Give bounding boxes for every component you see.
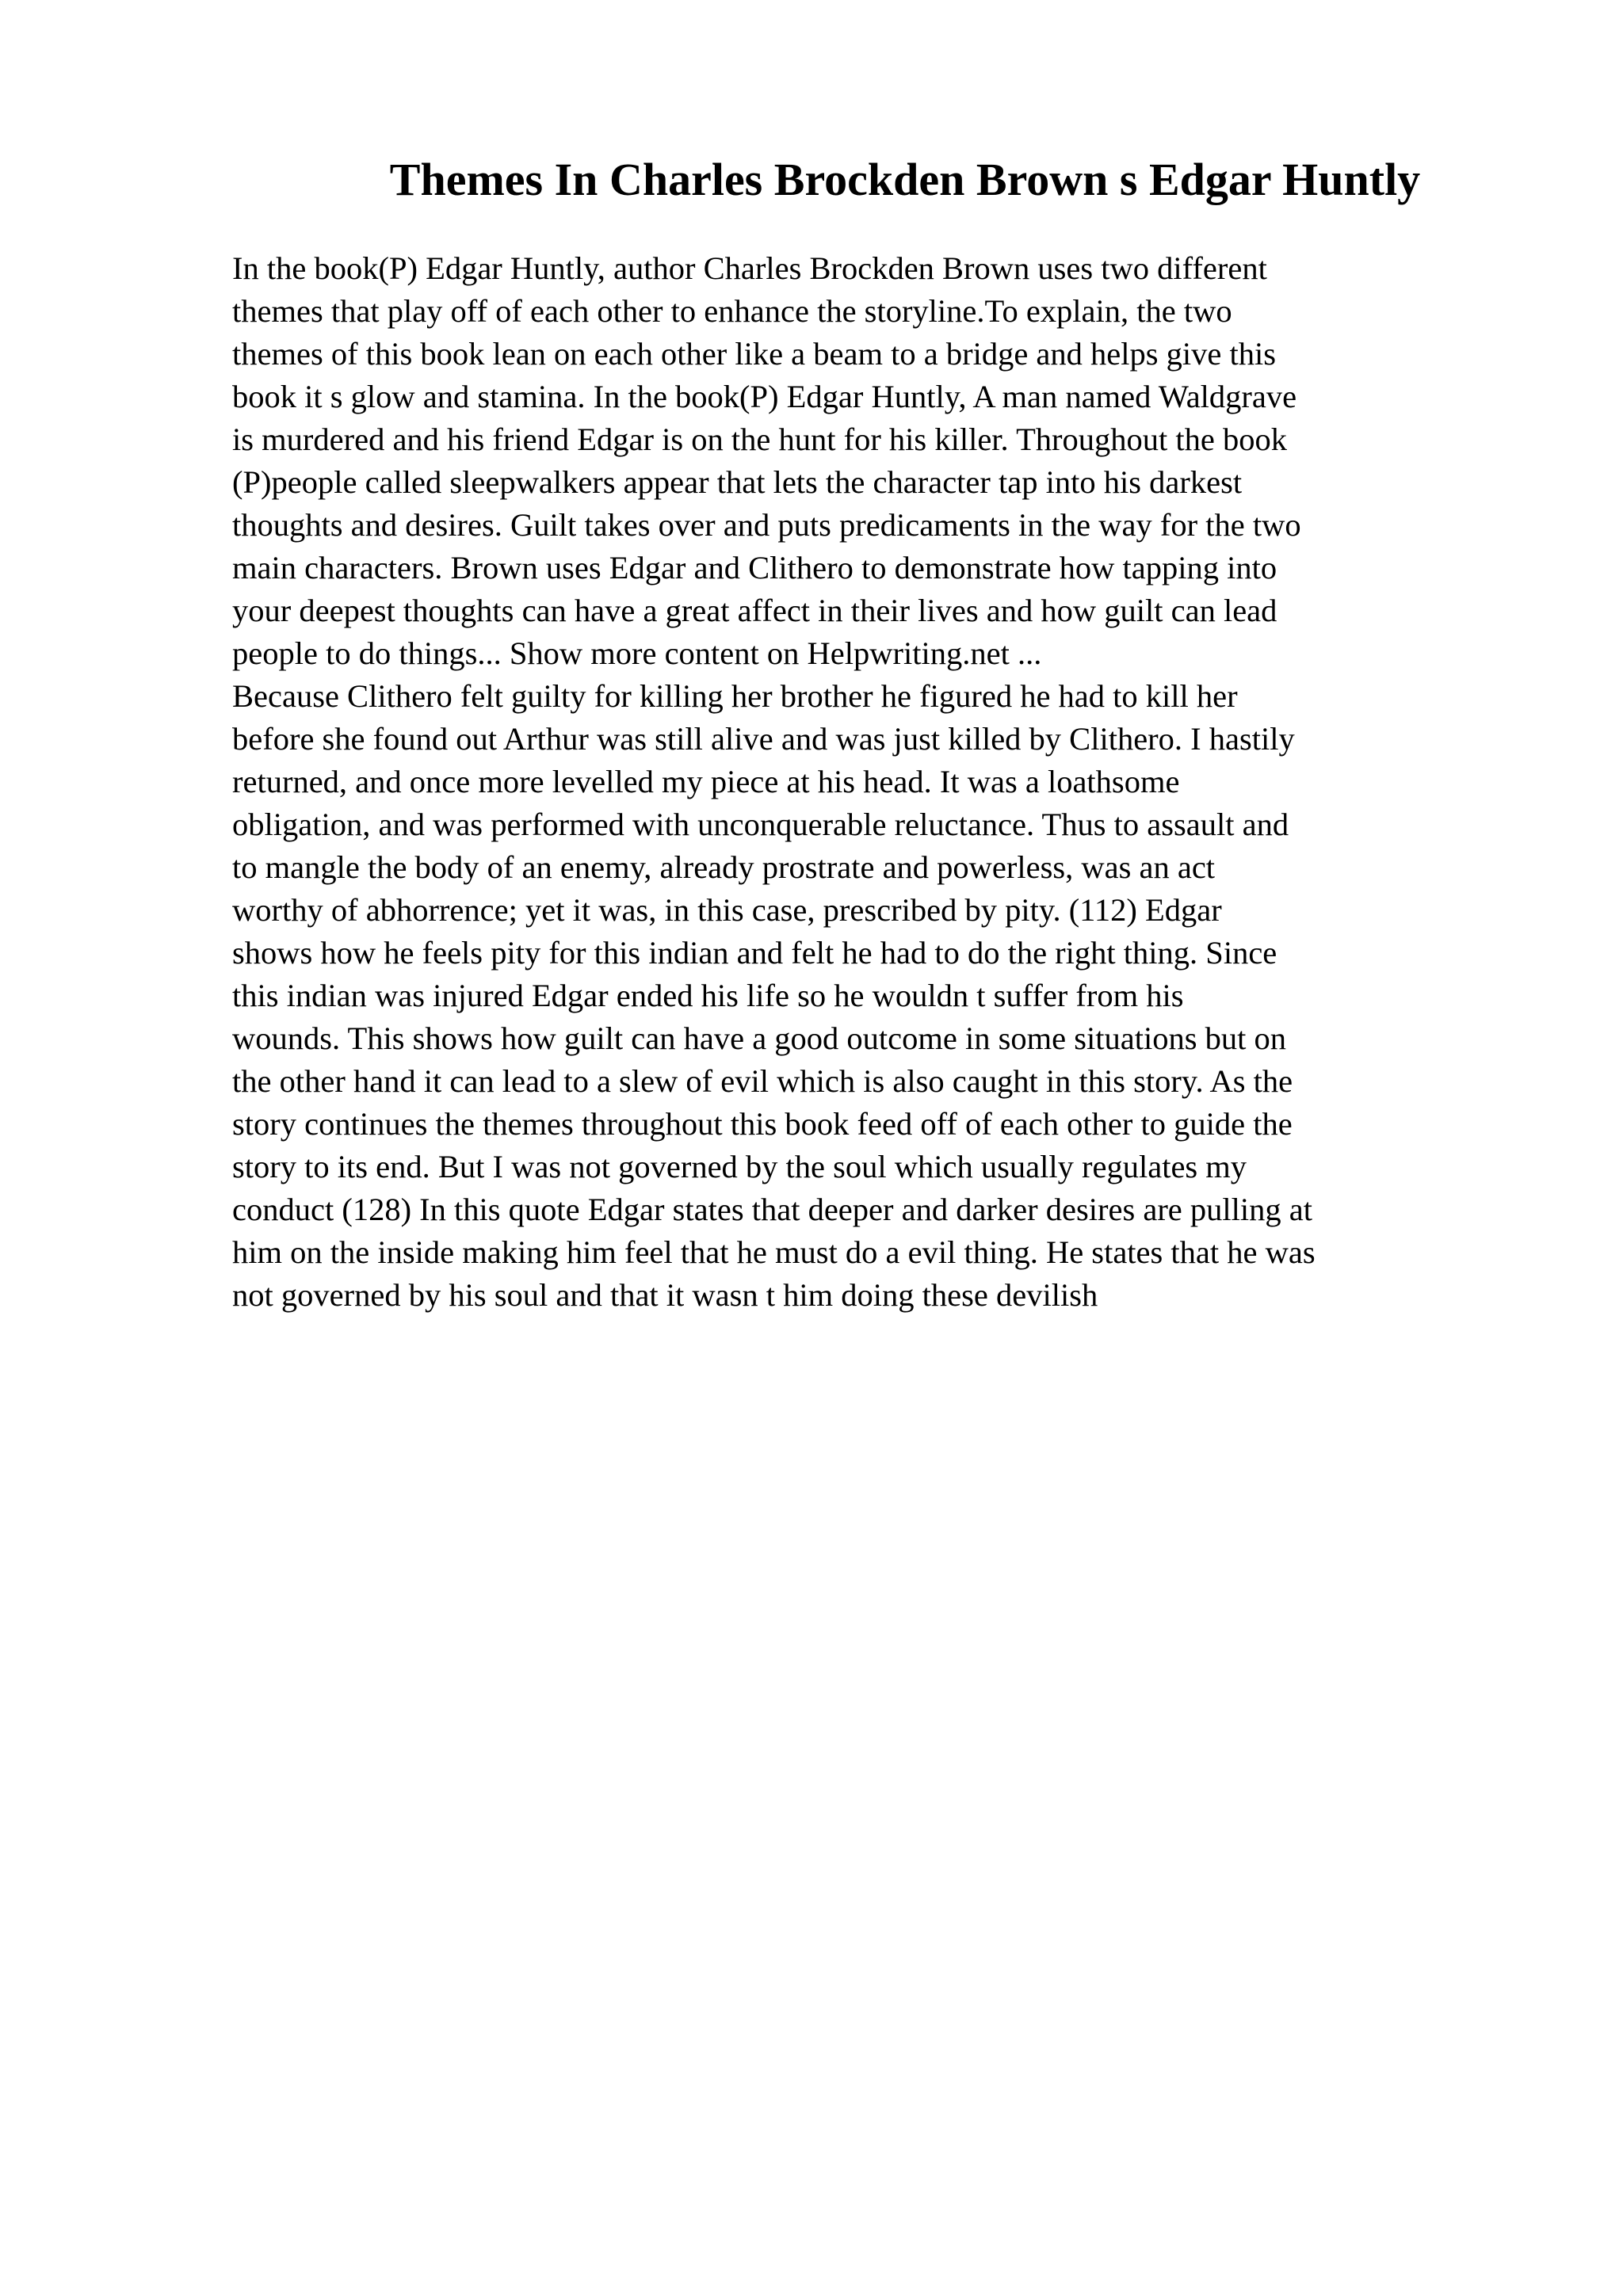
body-line: themes of this book lean on each other like a beam to a bridge and helps give this	[232, 336, 1277, 372]
body-line: thoughts and desires. Guilt takes over and puts predicaments in the way for the two	[232, 507, 1301, 543]
body-line: worthy of abhorrence; yet it was, in this case, prescribed by pity. (112) Edgar	[232, 892, 1222, 928]
body-line: not governed by his soul and that it wasn t him doing these devilish	[232, 1277, 1098, 1313]
body-line: this indian was injured Edgar ended his life so he wouldn t suffer from his	[232, 978, 1184, 1013]
document-body	[232, 247, 1500, 1317]
body-line: themes that play off of each other to enhance the storyline.To explain, the two	[232, 293, 1232, 329]
body-line: story to its end. But I was not governed by the soul which usually regulates my	[232, 1149, 1247, 1184]
body-line: Because Clithero felt guilty for killing her brother he figured he had to kill her	[232, 678, 1238, 714]
body-line: book it s glow and stamina. In the book(P) Edgar Huntly, A man named Waldgrave	[232, 379, 1297, 414]
body-line: your deepest thoughts can have a great affect in their lives and how guilt can lead	[232, 593, 1277, 628]
body-line: wounds. This shows how guilt can have a good outcome in some situations but on	[232, 1020, 1287, 1056]
body-line: (P)people called sleepwalkers appear that lets the character tap into his darkest	[232, 464, 1243, 500]
body-line: is murdered and his friend Edgar is on the hunt for his killer. Throughout the book	[232, 421, 1288, 457]
body-line: before she found out Arthur was still alive and was just killed by Clithero. I hastily	[232, 721, 1295, 757]
body-line: In the book(P) Edgar Huntly, author Charles Brockden Brown uses two different	[232, 250, 1267, 286]
body-line: conduct (128) In this quote Edgar states that deeper and darker desires are pulling at	[232, 1192, 1313, 1227]
body-line: obligation, and was performed with unconquerable reluctance. Thus to assault and	[232, 807, 1289, 842]
document-title: Themes In Charles Brockden Brown s Edgar Huntly	[389, 154, 1421, 205]
body-line: story continues the themes throughout this book feed off of each other to guide the	[232, 1106, 1293, 1142]
body-line: people to do things... Show more content on Helpwriting.net ...	[232, 635, 1042, 671]
body-line: shows how he feels pity for this indian and felt he had to do the right thing. Since	[232, 935, 1277, 971]
body-line: returned, and once more levelled my piece at his head. It was a loathsome	[232, 764, 1180, 799]
body-line: the other hand it can lead to a slew of evil which is also caught in this story. As the	[232, 1063, 1293, 1099]
body-line: him on the inside making him feel that he must do a evil thing. He states that he was	[232, 1234, 1316, 1270]
body-line: to mangle the body of an enemy, already prostrate and powerless, was an act	[232, 849, 1216, 885]
body-line: main characters. Brown uses Edgar and Clithero to demonstrate how tapping into	[232, 550, 1277, 585]
